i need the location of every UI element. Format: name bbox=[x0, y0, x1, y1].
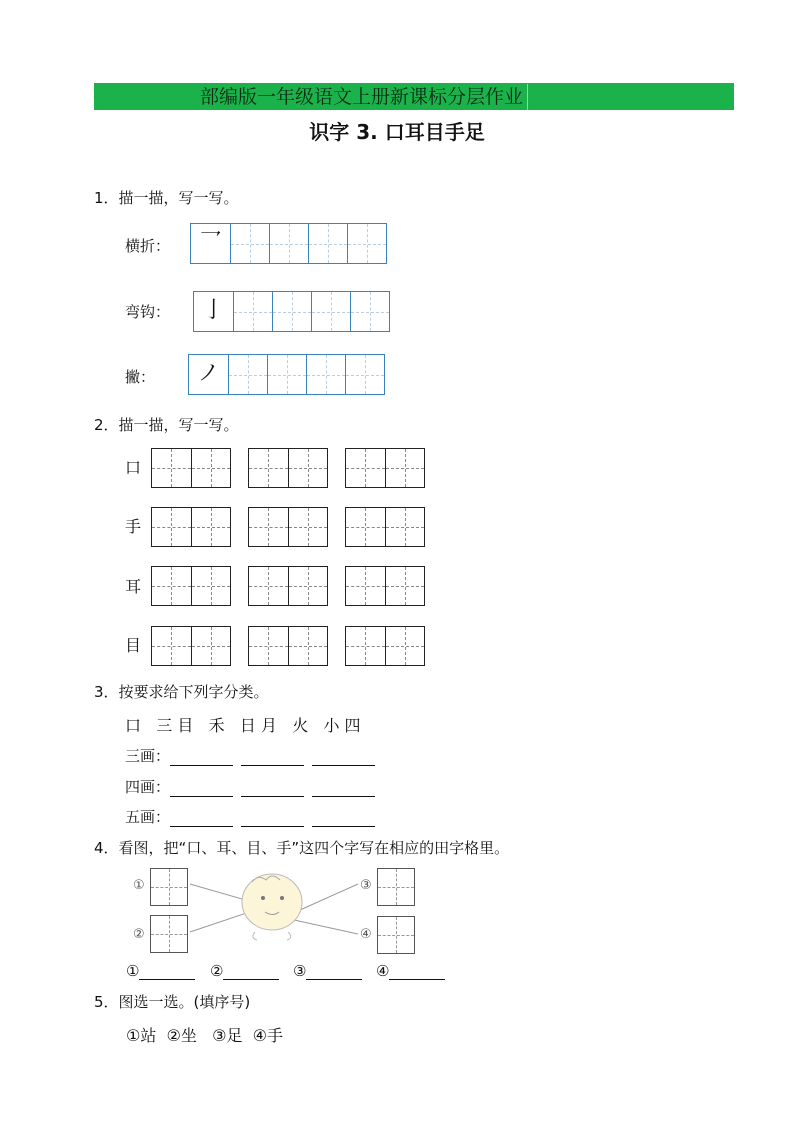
q1-label-1: 横折： bbox=[125, 237, 171, 255]
q1-prompt: 1．描一描，写一写。 bbox=[94, 189, 239, 207]
answer-blank[interactable] bbox=[139, 965, 195, 980]
stroke-cell[interactable] bbox=[345, 355, 384, 394]
writing-grid[interactable] bbox=[151, 626, 231, 666]
answer-blank[interactable] bbox=[170, 812, 233, 827]
grid-cell[interactable] bbox=[288, 508, 328, 546]
grid-cell[interactable] bbox=[152, 567, 191, 605]
stroke-glyph: ノ bbox=[197, 361, 220, 386]
grid-cell[interactable] bbox=[346, 567, 385, 605]
stroke-cell[interactable] bbox=[267, 355, 306, 394]
writing-grid[interactable] bbox=[345, 507, 425, 547]
marker-3: ③ bbox=[360, 878, 372, 893]
marker-2: ② bbox=[133, 927, 145, 942]
q1-label-3: 撇： bbox=[125, 368, 156, 386]
stroke-cell[interactable] bbox=[347, 224, 386, 263]
q4-prompt: 4．看图，把“口、耳、目、手”这四个字写在相应的田字格里。 bbox=[94, 839, 510, 857]
stroke-cell[interactable] bbox=[233, 292, 272, 331]
grid-cell[interactable] bbox=[249, 627, 288, 665]
box-4[interactable] bbox=[377, 916, 415, 954]
banner-text: 部编版一年级语文上册新课标分层作业 bbox=[200, 84, 528, 110]
answer-blank[interactable] bbox=[223, 965, 279, 980]
answer-marker: ④ bbox=[376, 962, 390, 980]
box-1[interactable] bbox=[150, 868, 188, 906]
answer-marker: ① bbox=[126, 962, 140, 980]
marker-4: ④ bbox=[360, 927, 372, 942]
q3-row-four bbox=[125, 776, 383, 797]
writing-grid[interactable] bbox=[345, 566, 425, 606]
q1-label-2: 弯钩： bbox=[125, 303, 171, 321]
grid-cell[interactable] bbox=[249, 508, 288, 546]
answer-blank[interactable] bbox=[241, 812, 304, 827]
answer-marker: ② bbox=[210, 962, 224, 980]
q3-prompt: 3．按要求给下列字分类。 bbox=[94, 683, 269, 701]
stroke-grid-1 bbox=[190, 223, 387, 264]
answer-blank[interactable] bbox=[306, 965, 362, 980]
stroke-cell[interactable] bbox=[350, 292, 389, 331]
answer-blank[interactable] bbox=[241, 751, 304, 766]
stroke-cell[interactable] bbox=[269, 224, 308, 263]
grid-cell[interactable] bbox=[288, 627, 328, 665]
answer-group-3 bbox=[293, 962, 362, 980]
grid-cell[interactable] bbox=[152, 508, 191, 546]
grid-cell[interactable] bbox=[346, 449, 385, 487]
grid-cell[interactable] bbox=[191, 627, 231, 665]
grid-cell[interactable] bbox=[385, 627, 425, 665]
writing-grid[interactable] bbox=[248, 566, 328, 606]
q5-prompt: 5．图选一选。(填序号) bbox=[94, 993, 251, 1011]
q3-word-list: 口 三 目 禾 日 月 火 小 四 bbox=[125, 716, 361, 735]
writing-grid[interactable] bbox=[151, 566, 231, 606]
answer-marker: ③ bbox=[293, 962, 307, 980]
answer-blank[interactable] bbox=[312, 812, 375, 827]
grid-cell[interactable] bbox=[152, 449, 191, 487]
q5-options: ①站 ②坐 ③足 ④手 bbox=[126, 1026, 283, 1045]
answer-blank[interactable] bbox=[312, 782, 375, 797]
stroke-cell[interactable] bbox=[272, 292, 311, 331]
box-2[interactable] bbox=[150, 915, 188, 953]
writing-grid[interactable] bbox=[345, 448, 425, 488]
stroke-cell[interactable] bbox=[230, 224, 269, 263]
answer-blank[interactable] bbox=[312, 751, 375, 766]
q2-prompt: 2．描一描，写一写。 bbox=[94, 416, 239, 434]
answer-group-1 bbox=[126, 962, 195, 980]
grid-cell[interactable] bbox=[249, 567, 288, 605]
grid-cell[interactable] bbox=[385, 567, 425, 605]
answer-blank[interactable] bbox=[170, 782, 233, 797]
writing-grid[interactable] bbox=[248, 626, 328, 666]
grid-cell[interactable] bbox=[152, 627, 191, 665]
grid-cell[interactable] bbox=[385, 449, 425, 487]
q2-char-4: 目 bbox=[125, 636, 142, 655]
stroke-cell[interactable] bbox=[308, 224, 347, 263]
q2-char-2: 手 bbox=[125, 517, 142, 536]
stroke-glyph: 乛 bbox=[199, 230, 222, 255]
stroke-cell[interactable] bbox=[306, 355, 345, 394]
answer-group-2 bbox=[210, 962, 279, 980]
grid-cell[interactable] bbox=[249, 449, 288, 487]
stroke-cell bbox=[191, 224, 230, 263]
stroke-grid-2 bbox=[193, 291, 390, 332]
stroke-cell[interactable] bbox=[311, 292, 350, 331]
q2-char-3: 耳 bbox=[125, 577, 142, 596]
writing-grid[interactable] bbox=[151, 448, 231, 488]
q2-char-1: 口 bbox=[125, 458, 142, 477]
answer-blank[interactable] bbox=[170, 751, 233, 766]
grid-cell[interactable] bbox=[346, 627, 385, 665]
marker-1: ① bbox=[133, 878, 145, 893]
stroke-glyph: 亅 bbox=[202, 298, 225, 323]
writing-grid[interactable] bbox=[248, 507, 328, 547]
grid-cell[interactable] bbox=[191, 508, 231, 546]
writing-grid[interactable] bbox=[248, 448, 328, 488]
answer-blank[interactable] bbox=[389, 965, 445, 980]
grid-cell[interactable] bbox=[288, 567, 328, 605]
answer-group-4 bbox=[376, 962, 445, 980]
q3-row-label: 四画： bbox=[125, 778, 171, 796]
stroke-cell[interactable] bbox=[228, 355, 267, 394]
q3-row-three bbox=[125, 745, 383, 766]
answer-blank[interactable] bbox=[241, 782, 304, 797]
grid-cell[interactable] bbox=[288, 449, 328, 487]
grid-cell[interactable] bbox=[385, 508, 425, 546]
grid-cell[interactable] bbox=[346, 508, 385, 546]
stroke-grid-3 bbox=[188, 354, 385, 395]
q3-row-label: 五画： bbox=[125, 808, 171, 826]
q3-row-label: 三画： bbox=[125, 747, 171, 765]
grid-cell[interactable] bbox=[191, 449, 231, 487]
q3-row-five bbox=[125, 806, 383, 827]
box-3[interactable] bbox=[377, 868, 415, 906]
grid-cell[interactable] bbox=[191, 567, 231, 605]
stroke-cell bbox=[189, 355, 228, 394]
page-title: 识字 3. 口耳目手足 bbox=[309, 120, 485, 144]
writing-grid[interactable] bbox=[345, 626, 425, 666]
stroke-cell bbox=[194, 292, 233, 331]
writing-grid[interactable] bbox=[151, 507, 231, 547]
